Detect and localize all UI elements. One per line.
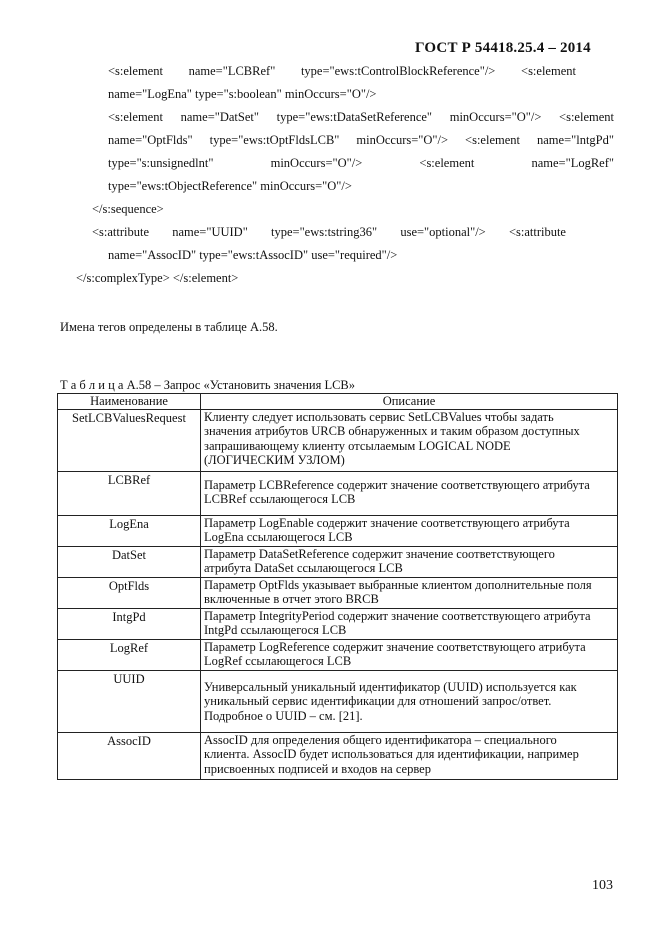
row-description: [201, 670, 618, 732]
code-token: use="optional"/>: [400, 225, 486, 239]
table-row: [58, 732, 618, 779]
desc-line: Параметр LogEnable содержит значение соответствующего атрибута: [204, 515, 570, 530]
desc-line: присвоенных подписей и входов на сервер: [204, 761, 431, 776]
row-name: AssocID: [58, 732, 201, 779]
code-line-8: [92, 225, 566, 240]
desc-line: клиента. AssocID будет использоваться для идентификации, например: [204, 747, 579, 761]
desc-line: значения атрибутов URCB обнаруженных и таким образом доступных: [204, 424, 580, 438]
desc-line: Универсальный уникальный идентификатор (UUID) используется как: [204, 679, 577, 694]
code-token: name="UUID": [172, 225, 248, 239]
code-token: <s:attribute: [508, 225, 566, 239]
row-description: [201, 471, 618, 515]
desc-line: LogEna ссылающегося LCB: [204, 530, 353, 544]
code-token: name="LogRef": [531, 156, 614, 170]
table-row: [58, 577, 618, 608]
column-header-name: Наименование: [58, 394, 201, 410]
table-caption: Т а б л и ц а А.58 – Запрос «Установить значения LCB»: [60, 378, 356, 392]
row-description: [201, 577, 618, 608]
row-description: [201, 608, 618, 639]
code-token: name="lntgPd": [537, 133, 614, 147]
code-token: minOccurs="O"/>: [449, 110, 542, 124]
desc-line: запрашивающему клиенту отсылаемым LOGICAL NODE: [204, 438, 511, 453]
row-description: [201, 515, 618, 546]
code-line-7: </s:sequence>: [92, 202, 164, 216]
table-header-row: [58, 394, 618, 410]
code-token: <s:element: [465, 133, 520, 147]
row-description: [201, 732, 618, 779]
definitions-table: [57, 393, 618, 780]
table-row: [58, 608, 618, 639]
desc-line: включенные в отчет этого BRCB: [204, 592, 379, 606]
desc-line: атрибута DataSet ссылающегося LCB: [204, 561, 403, 575]
row-name: SetLCBValuesRequest: [58, 409, 201, 471]
row-description: [201, 639, 618, 670]
code-token: <s:attribute: [92, 225, 150, 239]
code-token: name="LCBRef": [188, 64, 276, 78]
code-token: name="OptFlds": [108, 133, 193, 147]
column-header-description: Описание: [201, 394, 618, 410]
row-name: DatSet: [58, 546, 201, 577]
desc-line: Подробное о UUID – см. [21].: [204, 708, 363, 723]
row-name: UUID: [58, 670, 201, 732]
desc-line: LCBRef ссылающегося LCB: [204, 492, 356, 506]
desc-line: (ЛОГИЧЕСКИМ УЗЛОМ): [204, 453, 345, 467]
code-token: <s:element: [419, 156, 475, 170]
table-row: [58, 515, 618, 546]
table-row: [58, 546, 618, 577]
code-token: <s:element: [108, 64, 163, 78]
code-token: name="DatSet": [180, 110, 259, 124]
code-token: <s:element: [521, 64, 576, 78]
code-line-3: [108, 110, 614, 125]
code-line-2: name="LogEna" type="s:boolean" minOccurs="O"/>: [108, 87, 377, 101]
desc-line: AssocID для определения общего идентификатора – специального: [204, 732, 557, 747]
desc-line: Параметр LogReference содержит значение соответствующего атрибута: [204, 639, 586, 654]
body-paragraph: Имена тегов определены в таблице А.58.: [60, 320, 278, 334]
table-row: [58, 639, 618, 670]
code-token: type="s:unsignedlnt": [108, 156, 214, 170]
code-line-6: type="ews:tObjectReference" minOccurs="O"/>: [108, 179, 352, 193]
desc-line: Параметр OptFlds указывает выбранные клиентом дополнительные поля: [204, 577, 592, 592]
table-row: [58, 409, 618, 471]
code-line-10: </s:complexType> </s:element>: [76, 271, 239, 285]
code-token: type="ews:tDataSetReference": [276, 110, 433, 124]
desc-line: уникальный сервис идентификации для отношений запрос/ответ.: [204, 694, 552, 708]
desc-line: Клиенту следует использовать сервис SetLCBValues чтобы задать: [204, 409, 554, 424]
code-line-5: [108, 156, 614, 171]
desc-line: LogRef ссылающегося LCB: [204, 654, 352, 668]
desc-line: Параметр DataSetReference содержит значение соответствующего: [204, 546, 555, 561]
row-name: LogRef: [58, 639, 201, 670]
desc-line: Параметр LCBReference содержит значение соответствующего атрибута: [204, 477, 590, 492]
code-line-1: [108, 64, 576, 79]
row-name: OptFlds: [58, 577, 201, 608]
code-token: type="ews:tControlBlockReference"/>: [300, 64, 496, 78]
row-name: IntgPd: [58, 608, 201, 639]
row-description: [201, 546, 618, 577]
code-token: minOccurs="O"/>: [356, 133, 449, 147]
code-token: minOccurs="O"/>: [270, 156, 363, 170]
code-line-9: name="AssocID" type="ews:tAssocID" use="required"/>: [108, 248, 398, 262]
code-token: type="ews:tOptFldsLCB": [209, 133, 340, 147]
code-token: <s:element: [559, 110, 614, 124]
page-number: 103: [592, 878, 613, 893]
row-description: [201, 409, 618, 471]
table-row: [58, 670, 618, 732]
row-name: LCBRef: [58, 471, 201, 515]
document-standard-number: ГОСТ Р 54418.25.4 – 2014: [415, 40, 591, 56]
desc-line: Параметр IntegrityPeriod содержит значение соответствующего атрибута: [204, 608, 591, 623]
code-line-4: [108, 133, 614, 148]
row-name: LogEna: [58, 515, 201, 546]
desc-line: IntgPd ссылающегося LCB: [204, 623, 347, 637]
table-row: [58, 471, 618, 515]
code-token: type="ews:tstring36": [271, 225, 378, 239]
code-token: <s:element: [108, 110, 163, 124]
